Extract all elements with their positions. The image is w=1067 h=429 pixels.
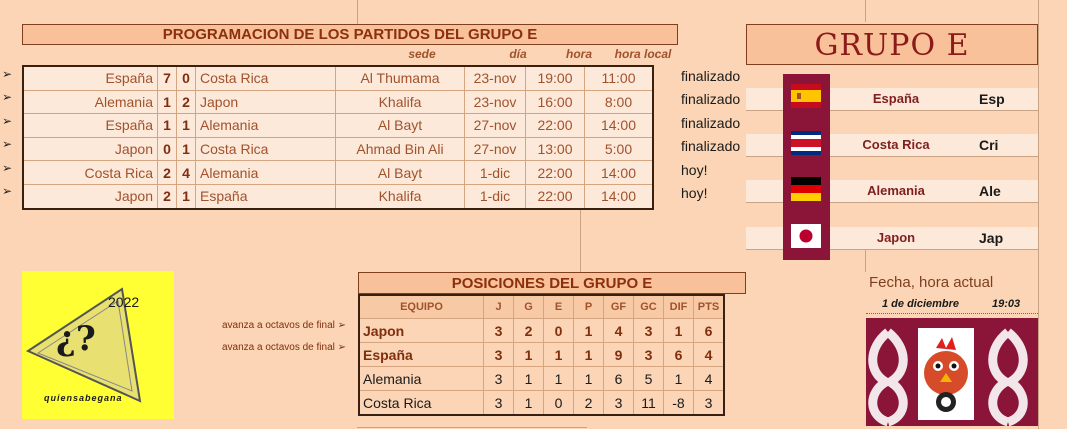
standings-row <box>359 343 724 367</box>
match-time: 22:00 <box>526 161 585 185</box>
home-team: España <box>23 114 158 138</box>
standings-dif: 1 <box>664 319 694 343</box>
match-date: 1-dic <box>465 161 526 185</box>
standings-pts: 4 <box>694 367 725 391</box>
standings-g: 1 <box>514 391 544 416</box>
row-arrow-icon: ➢ <box>2 90 13 105</box>
standings-col-header: G <box>514 295 544 319</box>
standings-gf: 9 <box>604 343 634 367</box>
standings-p: 1 <box>574 367 604 391</box>
group-team-abbr: Jap <box>979 230 1004 246</box>
grid-line <box>1038 0 1039 429</box>
match-time: 22:00 <box>526 184 585 208</box>
match-date: 27-nov <box>465 114 526 138</box>
match-time: 19:00 <box>526 66 585 90</box>
venue: Khalifa <box>336 184 465 208</box>
local-time: 14:00 <box>585 161 654 185</box>
worldcup-emblem-icon <box>866 318 1038 426</box>
standings-p: 2 <box>574 391 604 416</box>
grid-line <box>580 204 581 272</box>
standings-pts: 6 <box>694 319 725 343</box>
match-date: 27-nov <box>465 137 526 161</box>
header-sede: sede <box>408 47 436 61</box>
standings-gc: 5 <box>634 367 664 391</box>
standings-e: 1 <box>544 367 574 391</box>
group-team-name: España <box>872 91 920 106</box>
standings-pts: 3 <box>694 391 725 416</box>
match-time: 16:00 <box>526 90 585 114</box>
standings-gf: 4 <box>604 319 634 343</box>
standings-g: 1 <box>514 367 544 391</box>
group-team-abbr: Esp <box>979 91 1005 107</box>
standings-j: 3 <box>484 343 514 367</box>
away-goals: 0 <box>177 66 196 90</box>
match-date: 1-dic <box>465 184 526 208</box>
grid-line <box>865 250 866 272</box>
datetime-date: 1 de diciembre <box>882 298 960 310</box>
japan-flag-icon <box>791 224 821 248</box>
standings-dif: 6 <box>664 343 694 367</box>
group-title: GRUPO E <box>746 24 1038 65</box>
away-team: Costa Rica <box>196 66 336 90</box>
standings-gf: 6 <box>604 367 634 391</box>
row-arrow-icon: ➢ <box>2 67 13 81</box>
venue: Al Bayt <box>336 114 465 138</box>
row-arrow-icon: ➢ <box>2 184 13 198</box>
home-team: España <box>23 66 158 90</box>
standings-gc: 11 <box>634 391 664 416</box>
match-time: 22:00 <box>526 114 585 138</box>
match-status: finalizado <box>681 91 741 108</box>
germany-flag-icon <box>791 177 821 201</box>
venue: Al Bayt <box>336 161 465 185</box>
match-row <box>23 184 653 208</box>
standings-col-header: GF <box>604 295 634 319</box>
logo <box>22 271 174 419</box>
away-team: Costa Rica <box>196 137 336 161</box>
away-team: Alemania <box>196 114 336 138</box>
header-dia: día <box>509 47 527 61</box>
schedule-title: PROGRAMACION DE LOS PARTIDOS DEL GRUPO E <box>22 24 678 45</box>
away-team: Japon <box>196 90 336 114</box>
standings-team: Alemania <box>359 367 484 391</box>
schedule-table <box>22 65 654 210</box>
home-goals: 2 <box>158 161 177 185</box>
match-status: finalizado <box>681 138 741 155</box>
standings-table <box>358 294 725 416</box>
group-team-name: Japon <box>876 230 916 245</box>
group-team-name: Costa Rica <box>862 137 930 152</box>
match-status: finalizado <box>681 68 741 84</box>
away-goals: 1 <box>177 114 196 138</box>
standings-gf: 3 <box>604 391 634 416</box>
row-arrow-icon: ➢ <box>2 160 13 175</box>
logo-caption: quiensabegana <box>44 393 123 403</box>
standings-g: 1 <box>514 343 544 367</box>
match-date: 23-nov <box>465 66 526 90</box>
standings-team: España <box>359 343 484 367</box>
away-goals: 2 <box>177 90 196 114</box>
group-team-abbr: Cri <box>979 137 999 153</box>
venue: Ahmad Bin Ali <box>336 137 465 161</box>
away-team: Alemania <box>196 161 336 185</box>
standings-gc: 3 <box>634 343 664 367</box>
venue: Khalifa <box>336 90 465 114</box>
away-goals: 4 <box>177 161 196 185</box>
local-time: 14:00 <box>585 184 654 208</box>
standings-dif: 1 <box>664 367 694 391</box>
standings-row <box>359 391 724 416</box>
match-status: hoy! <box>681 185 708 201</box>
local-time: 14:00 <box>585 114 654 138</box>
local-time: 5:00 <box>585 137 654 161</box>
home-goals: 7 <box>158 66 177 90</box>
standings-col-header: E <box>544 295 574 319</box>
home-team: Alemania <box>23 90 158 114</box>
standings-j: 3 <box>484 367 514 391</box>
match-status: finalizado <box>681 114 741 131</box>
logo-symbol: ¿? <box>56 319 96 359</box>
logo-year: 2022 <box>108 294 140 310</box>
standings-col-header: DIF <box>664 295 694 319</box>
standings-team: Japon <box>359 319 484 343</box>
standings-dif: -8 <box>664 391 694 416</box>
match-row <box>23 66 653 90</box>
header-hora: hora <box>565 47 592 61</box>
advance-note: avanza a octavos de final ➢ <box>222 320 347 331</box>
costa-rica-flag-icon <box>791 131 821 155</box>
home-team: Japon <box>23 184 158 208</box>
grid-line <box>357 0 358 24</box>
grid-line <box>865 0 866 22</box>
standings-e: 0 <box>544 319 574 343</box>
standings-p: 1 <box>574 343 604 367</box>
worldcup-banner <box>866 318 1038 426</box>
standings-pts: 4 <box>694 343 725 367</box>
home-goals: 0 <box>158 137 177 161</box>
group-team-name: Alemania <box>867 183 925 198</box>
standings-team: Costa Rica <box>359 391 484 416</box>
standings-row <box>359 319 724 343</box>
standings-col-header: GC <box>634 295 664 319</box>
header-hora-local: hora local <box>614 47 672 61</box>
spain-flag-icon <box>791 84 821 108</box>
datetime-label: Fecha, hora actual <box>869 274 994 291</box>
standings-row <box>359 367 724 391</box>
row-arrow-icon: ➢ <box>2 113 13 128</box>
advance-note: avanza a octavos de final ➢ <box>222 342 347 353</box>
standings-gc: 3 <box>634 319 664 343</box>
away-goals: 1 <box>177 137 196 161</box>
standings-title: POSICIONES DEL GRUPO E <box>358 272 746 294</box>
match-time: 13:00 <box>526 137 585 161</box>
group-team-abbr: Ale <box>979 183 1001 199</box>
datetime-time: 19:03 <box>992 298 1021 310</box>
standings-col-header: P <box>574 295 604 319</box>
away-team: España <box>196 184 336 208</box>
standings-j: 3 <box>484 391 514 416</box>
grid-line <box>357 427 587 428</box>
match-row <box>23 137 653 161</box>
standings-p: 1 <box>574 319 604 343</box>
home-goals: 1 <box>158 114 177 138</box>
standings-g: 2 <box>514 319 544 343</box>
standings-col-header: J <box>484 295 514 319</box>
match-date: 23-nov <box>465 90 526 114</box>
home-goals: 1 <box>158 90 177 114</box>
home-team: Costa Rica <box>23 161 158 185</box>
row-arrow-icon: ➢ <box>2 137 13 152</box>
match-row <box>23 114 653 138</box>
venue: Al Thumama <box>336 66 465 90</box>
standings-col-header: EQUIPO <box>359 295 484 319</box>
away-goals: 1 <box>177 184 196 208</box>
standings-e: 0 <box>544 391 574 416</box>
local-time: 8:00 <box>585 90 654 114</box>
home-goals: 2 <box>158 184 177 208</box>
standings-col-header: PTS <box>694 295 725 319</box>
match-row <box>23 161 653 185</box>
standings-e: 1 <box>544 343 574 367</box>
match-row <box>23 90 653 114</box>
home-team: Japon <box>23 137 158 161</box>
local-time: 11:00 <box>585 66 654 90</box>
datetime-underline <box>866 313 1038 314</box>
standings-j: 3 <box>484 319 514 343</box>
match-status: hoy! <box>681 161 708 178</box>
